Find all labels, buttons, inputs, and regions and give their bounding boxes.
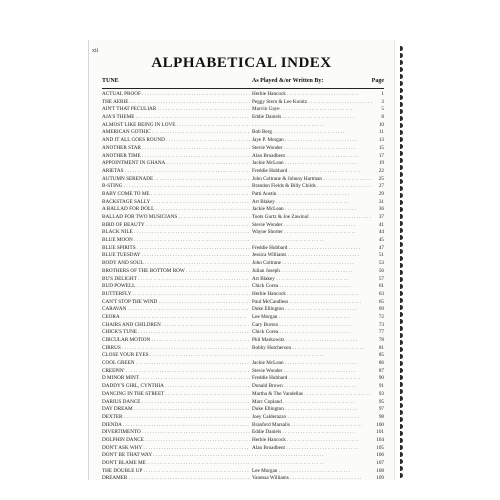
page-ref: 69 <box>378 306 384 313</box>
spiral-coil <box>393 354 403 359</box>
spiral-coil <box>393 445 403 450</box>
tune-title: BALLAD FOR TWO MUSICIANS . . . <box>102 214 250 222</box>
tune-title: DOLPHIN DANCE . . . <box>102 437 250 445</box>
list-item <box>102 222 384 230</box>
artist-name: Gary Burton . . . <box>252 322 372 330</box>
header-artist: As Played &/or Written By: <box>252 78 324 84</box>
list-item <box>102 260 384 268</box>
tune-title: ALMOST LIKE BEING IN LOVE . . . <box>102 122 250 130</box>
list-item <box>102 314 384 322</box>
tune-title: CEORA . . . <box>102 314 250 322</box>
page-ref: 15 <box>378 144 384 151</box>
page-ref: 10 <box>378 121 384 128</box>
tune-title: DIVERTIMENTO . . . <box>102 429 250 437</box>
artist-name: Art Blakey . . . <box>252 199 372 207</box>
artist-name: Herbie Hancock . . . <box>252 437 372 445</box>
artist-name: Wayne Shorter . . . <box>252 229 372 237</box>
list-item <box>102 214 384 222</box>
tune-title: CIRRUS . . . <box>102 345 250 353</box>
tune-title: ACTUAL PROOF . . . <box>102 91 250 99</box>
spiral-coil <box>393 291 403 296</box>
header-tune: TUNE <box>102 78 119 84</box>
artist-name <box>252 237 372 245</box>
spiral-coil <box>393 53 403 58</box>
spiral-coil <box>393 438 403 443</box>
artist-name: Jackie McLean . . . <box>252 160 372 168</box>
list-item <box>102 137 384 145</box>
tune-title: APPOINTMENT IN GHANA . . . <box>102 160 250 168</box>
page-ref: 105 <box>376 444 384 451</box>
artist-name: Duke Ellington . . . <box>252 306 372 314</box>
tune-title: BLUE TUESDAY . . . <box>102 252 250 260</box>
tune-title: AMERICAN GOTHIC . . . <box>102 129 250 137</box>
artist-name: Eddie Daniels . . . <box>252 114 372 122</box>
page-ref: 73 <box>378 321 384 328</box>
spiral-coil <box>393 410 403 415</box>
tune-title: D MINOR MINT . . . <box>102 375 250 383</box>
tune-title: A BALLAD FOR DOLL . . . <box>102 206 250 214</box>
spiral-coil <box>393 151 403 156</box>
list-item <box>102 391 384 399</box>
spiral-coil <box>393 319 403 324</box>
page-ref: 91 <box>378 383 384 390</box>
spiral-coil <box>393 368 403 373</box>
artist-name <box>252 460 372 468</box>
page-ref: 65 <box>378 298 384 305</box>
spiral-coil <box>393 60 403 65</box>
spiral-coil <box>393 298 403 303</box>
tune-title: THE DOUBLE UP . . . <box>102 468 250 476</box>
tune-title: CARAVAN . . . <box>102 306 250 314</box>
list-item <box>102 452 384 460</box>
artist-name: Joey Calderazzo . . . <box>252 414 372 422</box>
page-ref: 1 <box>381 91 384 97</box>
page-ref: 37 <box>378 214 384 220</box>
list-item <box>102 191 384 199</box>
page-ref: 77 <box>378 329 384 336</box>
list-item <box>102 229 384 237</box>
artist-name: Patti Austin . . . <box>252 191 372 199</box>
page-ref: 11 <box>379 129 384 136</box>
artist-name: Bob Berg . . . <box>252 129 372 137</box>
list-item <box>102 445 384 453</box>
spiral-coil <box>393 123 403 128</box>
page-ref: 22 <box>378 167 384 174</box>
artist-name: John Coltrane & Johnny Hartman . . . <box>252 176 372 184</box>
list-item <box>102 268 384 276</box>
list-item <box>102 337 384 345</box>
spiral-coil <box>393 207 403 212</box>
artist-name: Art Blakey . . . <box>252 276 372 284</box>
list-item <box>102 475 384 480</box>
spiral-coil <box>393 431 403 436</box>
tune-title: CHICK'S TUNE . . . <box>102 329 250 337</box>
list-item <box>102 291 384 299</box>
spiral-coil <box>393 172 403 177</box>
spiral-coil <box>393 417 403 422</box>
spiral-coil <box>393 67 403 72</box>
tune-title: CLOSE YOUR EYES . . . <box>102 352 250 360</box>
list-item <box>102 437 384 445</box>
tune-title: DEXTER . . . <box>102 414 250 422</box>
spiral-coil <box>393 179 403 184</box>
tune-title: DON'T BLAME ME . . . <box>102 460 250 468</box>
tune-title: AND IT ALL GOES ROUND . . . <box>102 137 250 145</box>
list-item <box>102 468 384 476</box>
list-item <box>102 114 384 122</box>
artist-name: Jaye P. Morgan . . . <box>252 137 372 145</box>
tune-title: DON'T BE THAT WAY . . . <box>102 452 250 460</box>
spiral-coil <box>393 284 403 289</box>
list-item <box>102 368 384 376</box>
artist-name: Lee Morgan . . . <box>252 314 372 322</box>
tune-title: BROTHERS OF THE BOTTOM ROW . . . <box>102 268 250 276</box>
tune-title: ANOTHER STAR . . . <box>102 145 250 153</box>
page-ref: 27 <box>378 183 384 190</box>
artist-name: Vanessa Williams . . . <box>252 475 372 480</box>
list-item <box>102 414 384 422</box>
spiral-coil <box>393 277 403 282</box>
list-item <box>102 176 384 184</box>
spiral-coil <box>393 88 403 93</box>
artist-name: Chick Corea . . . <box>252 329 372 337</box>
spiral-coil <box>393 242 403 247</box>
tune-title: DADDY'S GIRL, CYNTHIA . . . <box>102 383 250 391</box>
list-item <box>102 160 384 168</box>
spiral-coil <box>393 165 403 170</box>
list-item <box>102 360 384 368</box>
list-item <box>102 429 384 437</box>
page-ref: 57 <box>378 275 384 282</box>
artist-name: Stevie Wonder . . . <box>252 145 372 153</box>
artist-name: Marc Copland . . . <box>252 399 372 407</box>
tune-title: CIRCULAR MOTION . . . <box>102 337 250 345</box>
artist-name: Herbie Hancock . . . <box>252 91 372 99</box>
tune-title: THE AERIE . . . <box>102 99 250 107</box>
artist-name: Freddie Hubbard . . . <box>252 375 372 383</box>
tune-title: DREAMER . . . <box>102 475 250 480</box>
artist-name: Jessica Williams . . . <box>252 252 372 260</box>
page-ref: 87 <box>378 367 384 374</box>
spiral-coil <box>393 459 403 464</box>
list-item <box>102 329 384 337</box>
artist-name: Jackie McLean . . . <box>252 206 372 214</box>
tune-title: DAY DREAM . . . <box>102 406 250 414</box>
page-ref: 97 <box>378 406 384 413</box>
spiral-coil <box>393 256 403 261</box>
page-ref: 106 <box>376 452 384 459</box>
artist-name: John Coltrane . . . <box>252 260 372 268</box>
artist-name: Martha & The Vandellas . . . <box>252 391 372 399</box>
tune-title: BABY COME TO ME . . . <box>102 191 250 199</box>
page-ref: 25 <box>378 175 384 182</box>
page-ref: 109 <box>375 475 384 480</box>
page-ref: 13 <box>378 137 384 144</box>
artist-name: Marvin Gaye . . . <box>252 106 372 114</box>
tune-title: BUTTERFLY . . . <box>102 291 250 299</box>
tune-title: DON'T ASK WHY . . . <box>102 445 250 453</box>
list-item <box>102 322 384 330</box>
tune-title: BACKSTAGE SALLY . . . <box>102 199 250 207</box>
spiral-coil <box>393 116 403 121</box>
artist-name: Lee Morgan . . . <box>252 468 372 476</box>
tune-title: BLUE MOON . . . <box>102 237 250 245</box>
page-ref: 101 <box>376 429 384 436</box>
tune-title: DARIUS DANCE . . . <box>102 399 250 407</box>
artist-name: Julian Joseph . . . <box>252 268 372 276</box>
spiral-coil <box>393 361 403 366</box>
tune-title: AJA'S THEME . . . <box>102 114 250 122</box>
spiral-coil <box>393 466 403 471</box>
page-number: xii <box>92 48 99 54</box>
index-list <box>102 91 384 480</box>
spiral-coil <box>393 305 403 310</box>
list-item <box>102 345 384 353</box>
list-item <box>102 406 384 414</box>
artist-name <box>252 452 372 460</box>
list-item <box>102 422 384 430</box>
page-ref: 41 <box>378 221 384 228</box>
artist-name: Peggy Stern & Lee Konitz . . . <box>252 99 372 107</box>
spiral-coil <box>393 326 403 331</box>
spiral-coil <box>393 270 403 275</box>
tune-title: AUTUMN SERENADE . . . <box>102 176 250 184</box>
spiral-coil <box>393 333 403 338</box>
tune-title: CHAIRS AND CHILDREN . . . <box>102 322 250 330</box>
artist-name: Freddie Hubbard . . . <box>252 168 372 176</box>
artist-name: Alan Broadbent . . . <box>252 153 372 161</box>
list-item <box>102 245 384 253</box>
spiral-coil <box>393 452 403 457</box>
column-header-row <box>102 78 384 89</box>
spiral-coil <box>393 95 403 100</box>
tune-title: COOL GREEN . . . <box>102 360 250 368</box>
page-ref: 104 <box>376 436 384 443</box>
page-ref: 90 <box>378 375 384 382</box>
page-ref: 98 <box>378 413 384 420</box>
artist-name: Paul McCandless . . . <box>252 299 372 307</box>
page-ref: 63 <box>378 290 384 297</box>
list-item <box>102 145 384 153</box>
spiral-coil <box>393 137 403 142</box>
artist-name: Toots Gurtz & Joe Zawinul . . . <box>252 214 372 222</box>
spiral-coil <box>393 347 403 352</box>
list-item <box>102 206 384 214</box>
spiral-coil <box>393 312 403 317</box>
spiral-coil <box>393 46 403 51</box>
artist-name: Eddie Daniels . . . <box>252 429 372 437</box>
list-item <box>102 129 384 137</box>
page-ref: 51 <box>378 252 384 259</box>
artist-name: Freddie Hubbard . . . <box>252 245 372 253</box>
spiral-coil <box>393 81 403 86</box>
spiral-coil <box>393 144 403 149</box>
list-item <box>102 237 384 245</box>
list-item <box>102 183 384 191</box>
list-item <box>102 168 384 176</box>
page-ref: 107 <box>376 460 384 466</box>
page-ref: 85 <box>378 352 384 359</box>
spiral-coil <box>393 193 403 198</box>
list-item <box>102 383 384 391</box>
spiral-coil <box>393 340 403 345</box>
spiral-coil <box>393 74 403 79</box>
artist-name <box>252 122 372 130</box>
tune-title: BIRD OF BEAUTY . . . <box>102 222 250 230</box>
list-item <box>102 122 384 130</box>
page-ref: 19 <box>378 160 384 167</box>
spiral-coil <box>393 382 403 387</box>
page-ref: 81 <box>378 344 384 351</box>
list-item <box>102 252 384 260</box>
page-ref: 78 <box>378 337 384 343</box>
list-item <box>102 299 384 307</box>
spiral-coil <box>393 249 403 254</box>
page-ref: 44 <box>378 229 384 236</box>
list-item <box>102 199 384 207</box>
page-ref: 108 <box>376 467 384 474</box>
artist-name: Stevie Wonder . . . <box>252 368 372 376</box>
spiral-coil <box>393 109 403 114</box>
tune-title: CAN'T STOP THE WIND . . . <box>102 299 250 307</box>
artist-name: Phil Markowitz . . . <box>252 337 372 345</box>
tune-title: DIENDA . . . <box>102 422 250 430</box>
tune-title: BLACK NILE . . . <box>102 229 250 237</box>
spiral-coil <box>393 424 403 429</box>
artist-name: Alan Broadbent . . . <box>252 445 372 453</box>
page-ref: 53 <box>378 260 384 267</box>
spiral-coil <box>393 214 403 219</box>
page-ref: 72 <box>378 313 384 320</box>
artist-name: Chick Corea . . . <box>252 283 372 291</box>
list-item <box>102 352 384 360</box>
page-ref: 47 <box>378 244 384 251</box>
artist-name: Donald Brown . . . <box>252 383 372 391</box>
page-ref: 8 <box>381 114 384 121</box>
artist-name: Duke Ellington . . . <box>252 406 372 414</box>
tune-title: BLUE SPIRITS . . . <box>102 245 250 253</box>
spiral-coil <box>393 263 403 268</box>
list-item <box>102 91 384 99</box>
page-ref: 95 <box>378 398 384 405</box>
list-item <box>102 153 384 161</box>
list-item <box>102 99 384 107</box>
tune-title: ARIETAS . . . <box>102 168 250 176</box>
page-ref: 5 <box>381 106 384 113</box>
artist-name: Bobby Hutcherson . . . <box>252 345 372 353</box>
artist-name: Jackie McLean . . . <box>252 360 372 368</box>
page-ref: 61 <box>378 283 384 290</box>
spiral-coil <box>393 389 403 394</box>
artist-name: Herbie Hancock . . . <box>252 291 372 299</box>
page-ref: 31 <box>378 198 384 205</box>
spiral-binding <box>393 46 407 478</box>
spiral-coil <box>393 403 403 408</box>
tune-title: BUD POWELL . . . <box>102 283 250 291</box>
tune-title: BU'S DELIGHT . . . <box>102 276 250 284</box>
page-ref: 36 <box>378 206 384 213</box>
spiral-coil <box>393 158 403 163</box>
list-item <box>102 276 384 284</box>
tune-title: BODY AND SOUL . . . <box>102 260 250 268</box>
page-ref: 29 <box>378 190 384 197</box>
spiral-coil <box>393 221 403 226</box>
page-ref: 17 <box>378 152 384 159</box>
index-page <box>88 40 394 480</box>
page-ref: 3 <box>381 98 384 105</box>
list-item <box>102 283 384 291</box>
page-ref: 45 <box>378 237 384 244</box>
artist-name <box>252 352 372 360</box>
spiral-coil <box>393 396 403 401</box>
spiral-coil <box>393 235 403 240</box>
artist-name: Branford Marsalis . . . <box>252 422 372 430</box>
page-ref: 100 <box>376 421 384 428</box>
tune-title: B-STING . . . <box>102 183 250 191</box>
spiral-coil <box>393 473 403 478</box>
spiral-coil <box>393 228 403 233</box>
spiral-coil <box>393 102 403 107</box>
tune-title: CREEPIN' . . . <box>102 368 250 376</box>
list-item <box>102 306 384 314</box>
artist-name: Stevie Wonder . . . <box>252 222 372 230</box>
page-title: ALPHABETICAL INDEX <box>151 55 332 71</box>
spiral-coil <box>393 200 403 205</box>
tune-title: AIN'T THAT PECULIAR . . . <box>102 106 250 114</box>
spiral-coil <box>393 375 403 380</box>
artist-name: Brandon Fields & Billy Childs . . . <box>252 183 372 191</box>
page-ref: 56 <box>378 267 384 274</box>
tune-title: ANOTHER TIME . . . <box>102 153 250 161</box>
spiral-coil <box>393 186 403 191</box>
page-ref: 93 <box>378 390 384 397</box>
list-item <box>102 399 384 407</box>
tune-title: DANCING IN THE STREET . . . <box>102 391 250 399</box>
list-item <box>102 460 384 468</box>
header-page: Page <box>371 78 384 84</box>
list-item <box>102 375 384 383</box>
list-item <box>102 106 384 114</box>
page-ref: 86 <box>378 360 384 367</box>
spiral-coil <box>393 130 403 135</box>
